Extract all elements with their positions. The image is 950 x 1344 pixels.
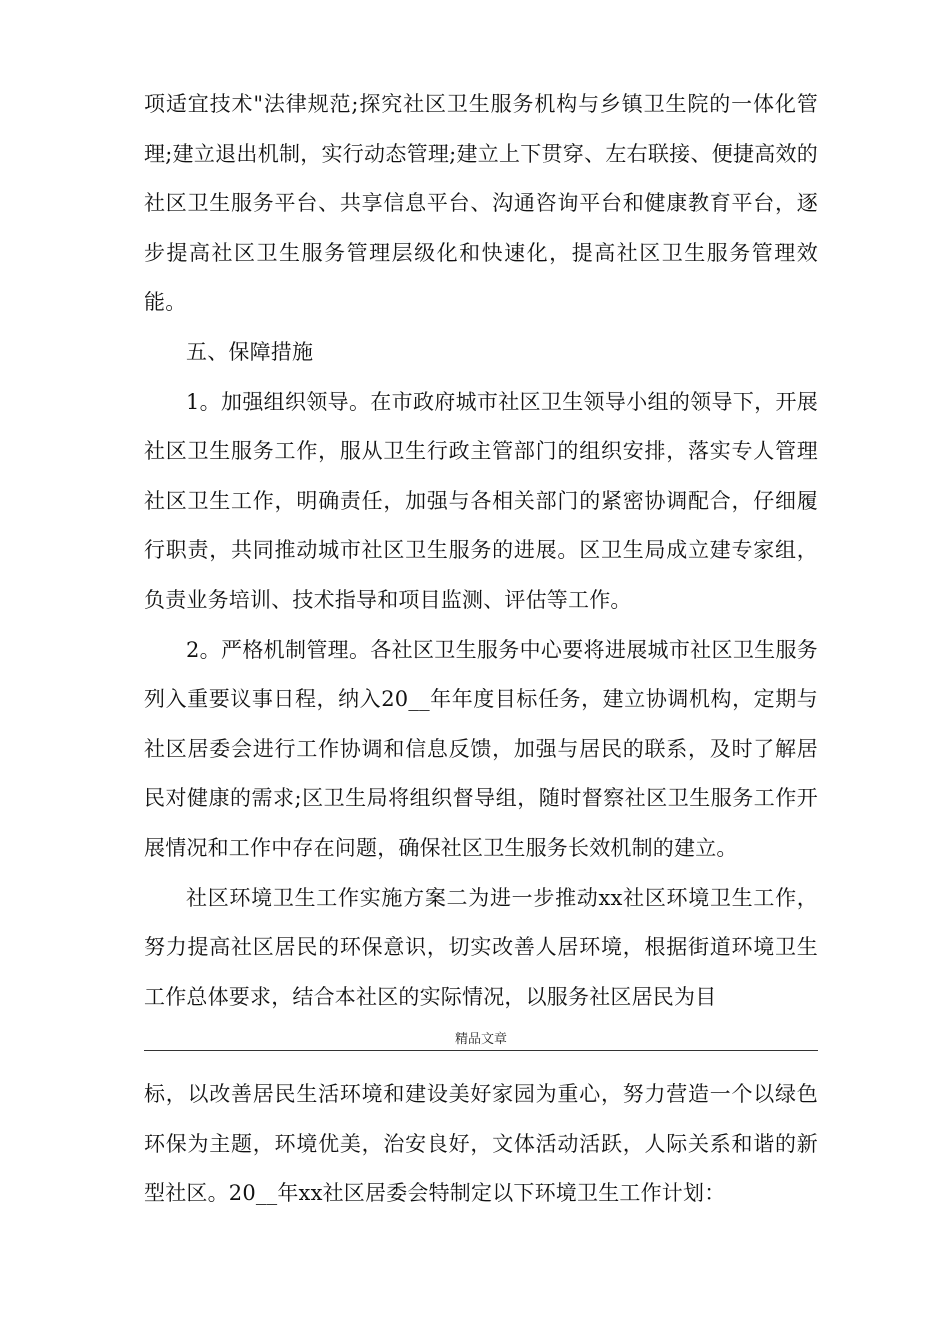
page-footer-label: 精品文章 [454,1032,507,1047]
page-divider [144,1050,818,1051]
paragraph-continuation: 项适宜技术"法律规范;探究社区卫生服务机构与乡镇卫生院的一体化管理;建立退出机制，实行动态管理;建立上下贯穿、左右联接、便捷高效的社区卫生服务平台、共享信息平台、沟通咨询平台和健康教育平台，逐步提高社区卫生服务管理层级化和快速化，提高社区卫生服务管理效能。 [144,92,818,315]
page-1-body [144,80,818,1022]
paragraph-plan-two: 社区环境卫生工作实施方案二为进一步推动xx社区环境卫生工作，努力提高社区居民的环保意识，切实改善人居环境，根据街道环境卫生工作总体要求，结合本社区的实际情况，以服务社区居民为目 [144,885,818,1009]
list-item-2: 2。严格机制管理。各社区卫生服务中心要将进展城市社区卫生服务列入重要议事日程，纳入20__年年度目标任务，建立协调机构，定期与社区居委会进行工作协调和信息反馈，加强与居民的联系，及时了解居民对健康的需求;区卫生局将组织督导组，随时督察社区卫生服务工作开展情况和工作中存在问题，确保社区卫生服务长效机制的建立。 [144,637,818,860]
section-heading-safeguards: 五、保障措施 [186,339,314,364]
paragraph-continuation-2: 标，以改善居民生活环境和建设美好家园为重心，努力营造一个以绿色环保为主题，环境优美，治安良好，文体活动活跃，人际关系和谐的新型社区。20__年xx社区居委会特制定以下环境卫生工作计划： [144,1082,818,1206]
list-item-1: 1。加强组织领导。在市政府城市社区卫生领导小组的领导下，开展社区卫生服务工作，服从卫生行政主管部门的组织安排，落实专人管理社区卫生工作，明确责任，加强与各相关部门的紧密协调配合，仔细履行职责，共同推动城市社区卫生服务的进展。区卫生局成立建专家组，负责业务培训、技术指导和项目监测、评估等工作。 [144,389,818,612]
page-2-body [144,1070,818,1219]
